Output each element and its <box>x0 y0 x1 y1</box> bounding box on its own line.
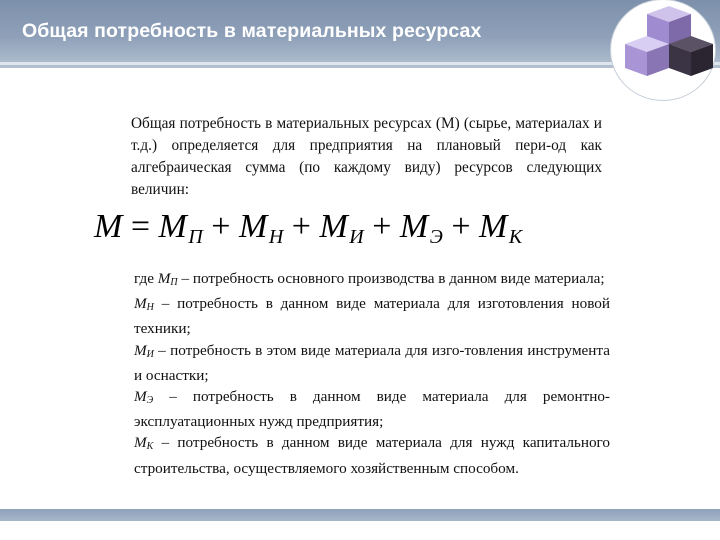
slide-title: Общая потребность в материальных ресурсах <box>22 20 482 42</box>
definition-item: $М_Э$ – потребность в данном виде материала для ремонтно-эксплуатационных нужд предприятия; <box>134 388 610 431</box>
bottom-strip <box>0 522 720 540</box>
formula-plus: + <box>211 208 231 245</box>
definition-item: $М_И$ – потребность в этом виде материала для изго-товления инструмента и оснастки; <box>134 341 610 384</box>
cubes-logo-icon <box>611 0 715 100</box>
formula-term: $M_И$ <box>319 208 365 248</box>
formula-term: $M_Э$ <box>399 208 444 248</box>
intro-paragraph: Общая потребность в материальных ресурсах (М) (сырье, материалах и т.д.) определяется для предприятия на плановый пери-од как алгебраическая сумма (по каждому виду) ресурсов следующих величин: <box>131 115 602 198</box>
formula-plus: + <box>451 208 472 245</box>
formula-plus: + <box>372 208 392 245</box>
formula-lhs: M <box>94 208 123 245</box>
formula-plus: + <box>291 208 312 245</box>
formula-term: $M_Н$ <box>238 208 284 248</box>
definition-item: где $М_П$ – потребность основного производства в данном виде материала; <box>134 270 605 288</box>
definitions-list <box>134 268 610 479</box>
formula <box>94 208 523 249</box>
definition-item: $М_К$ – потребность в данном виде материала для нужд капитального строительства, осуществляемого хозяйственным способом. <box>134 434 610 477</box>
definition-item: $М_Н$ – потребность в данном виде материала для изготовления новой техники; <box>134 295 610 338</box>
formula-term: $M_К$ <box>479 208 523 248</box>
bottom-bar <box>0 509 720 521</box>
formula-term: $M_П$ <box>158 208 204 248</box>
formula-equals: = <box>130 208 151 245</box>
